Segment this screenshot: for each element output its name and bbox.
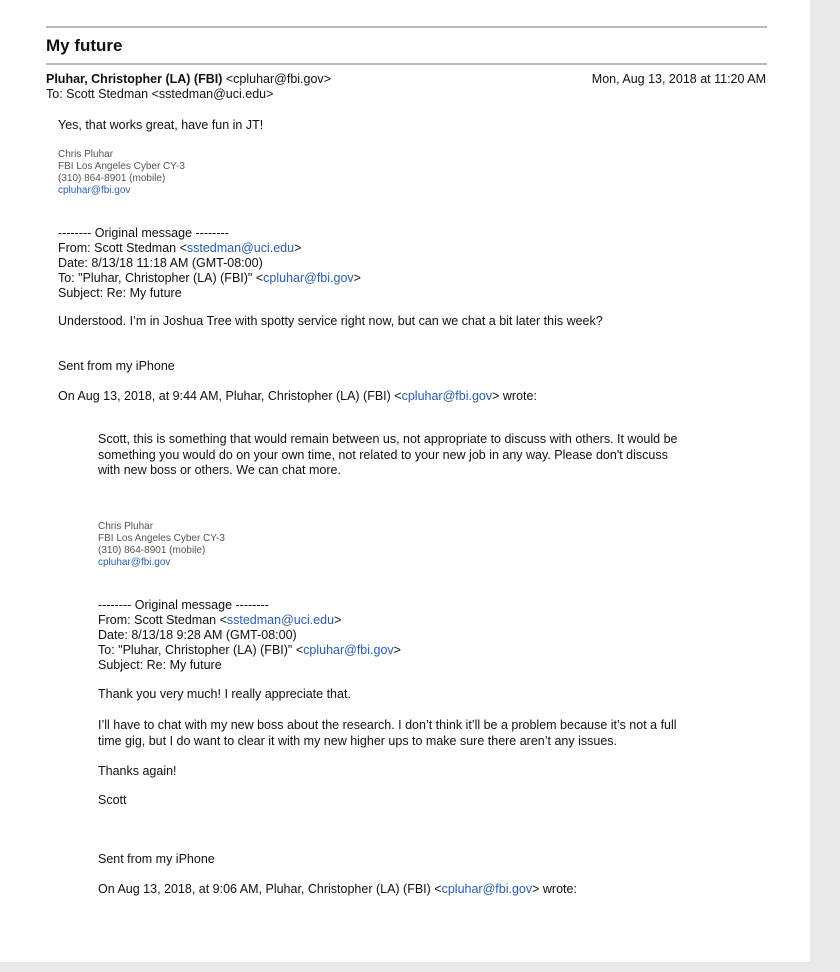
email-subject-title: My future — [46, 36, 123, 55]
quote-attribution-line-2: On Aug 13, 2018, at 9:06 AM, Pluhar, Christopher (LA) (FBI) <cpluhar@fbi.gov> wrote: — [98, 882, 577, 896]
header-divider — [46, 63, 767, 65]
quoted-line: Scott, this is something that would remain between us, not appropriate to discuss with others. It would be — [98, 432, 678, 446]
orig-from-line: From: Scott Stedman <sstedman@uci.edu> — [58, 241, 302, 255]
original-message-header-block — [58, 226, 361, 301]
orig-from-email-link[interactable]: sstedman@uci.edu — [186, 241, 295, 255]
signature-name: Chris Pluhar — [58, 149, 114, 160]
orig-to-line: To: "Pluhar, Christopher (LA) (FBI)" <cpluhar@fbi.gov> — [58, 271, 361, 285]
orig-date-line: Date: 8/13/18 11:18 AM (GMT-08:00) — [58, 256, 263, 270]
orig-body-text: Understood. I’m in Joshua Tree with spotty service right now, but can we chat a bit later this week? — [58, 314, 603, 328]
orig-to-email-link[interactable]: cpluhar@fbi.gov — [263, 271, 354, 285]
attribution-email-link[interactable]: cpluhar@fbi.gov — [401, 389, 493, 403]
top-divider — [46, 26, 767, 28]
quote-attribution-line: On Aug 13, 2018, at 9:44 AM, Pluhar, Christopher (LA) (FBI) <cpluhar@fbi.gov> wrote: — [58, 389, 537, 403]
signoff-text: Scott — [98, 793, 127, 807]
nested-original-message-header-block — [98, 598, 401, 673]
sender-line: Pluhar, Christopher (LA) (FBI) <cpluhar@fbi.gov> — [46, 72, 331, 86]
signature-block — [58, 149, 185, 197]
quoted-line: something you would do on your own time, not related to your new job in any way. Please don't discuss — [98, 447, 668, 462]
original-message-divider: -------- Original message -------- — [58, 226, 229, 240]
signature-org: FBI Los Angeles Cyber CY-3 — [98, 533, 225, 544]
orig-subject-line: Subject: Re: My future — [58, 286, 182, 300]
thanks-again-text: Thanks again! — [98, 764, 177, 778]
signature-org: FBI Los Angeles Cyber CY-3 — [58, 161, 185, 172]
orig-to-line: To: "Pluhar, Christopher (LA) (FBI)" <cpluhar@fbi.gov> — [98, 643, 401, 657]
signature-phone: (310) 864-8901 (mobile) — [58, 173, 166, 184]
reply-text: Yes, that works great, have fun in JT! — [58, 118, 264, 132]
orig-subject-line: Subject: Re: My future — [98, 658, 222, 672]
quoted-message-body — [98, 432, 677, 479]
signature-email-link[interactable]: cpluhar@fbi.gov — [98, 557, 171, 568]
attribution-email-link[interactable]: cpluhar@fbi.gov — [441, 882, 533, 896]
signature-email-link[interactable]: cpluhar@fbi.gov — [58, 185, 131, 196]
paragraph-line: time gig, but I do want to clear it with my new higher ups to make sure there aren’t any issues. — [98, 733, 618, 748]
orig-from-line: From: Scott Stedman <sstedman@uci.edu> — [98, 613, 342, 627]
thanks-text: Thank you very much! I really appreciate that. — [98, 687, 351, 701]
orig-date-line: Date: 8/13/18 9:28 AM (GMT-08:00) — [98, 628, 297, 642]
recipient-line: To: Scott Stedman <sstedman@uci.edu> — [46, 87, 274, 101]
signature-phone: (310) 864-8901 (mobile) — [98, 545, 206, 556]
quoted-line: with new boss or others. We can chat more. — [98, 463, 341, 477]
quoted-signature-block — [98, 521, 225, 569]
sent-from-iphone-2: Sent from my iPhone — [98, 852, 215, 866]
sent-from-iphone: Sent from my iPhone — [58, 359, 175, 373]
orig-to-email-link[interactable]: cpluhar@fbi.gov — [303, 643, 394, 657]
original-message-divider: -------- Original message -------- — [98, 598, 269, 612]
sender-email: cpluhar@fbi.gov — [233, 72, 324, 86]
signature-name: Chris Pluhar — [98, 521, 154, 532]
orig-from-email-link[interactable]: sstedman@uci.edu — [226, 613, 335, 627]
paragraph-line: I’ll have to chat with my new boss about the research. I don’t think it’ll be a problem because it’s not a full — [98, 718, 677, 732]
research-paragraph — [98, 718, 677, 749]
sender-name: Pluhar, Christopher (LA) (FBI) — [46, 72, 223, 86]
sent-date: Mon, Aug 13, 2018 at 11:20 AM — [591, 72, 766, 86]
